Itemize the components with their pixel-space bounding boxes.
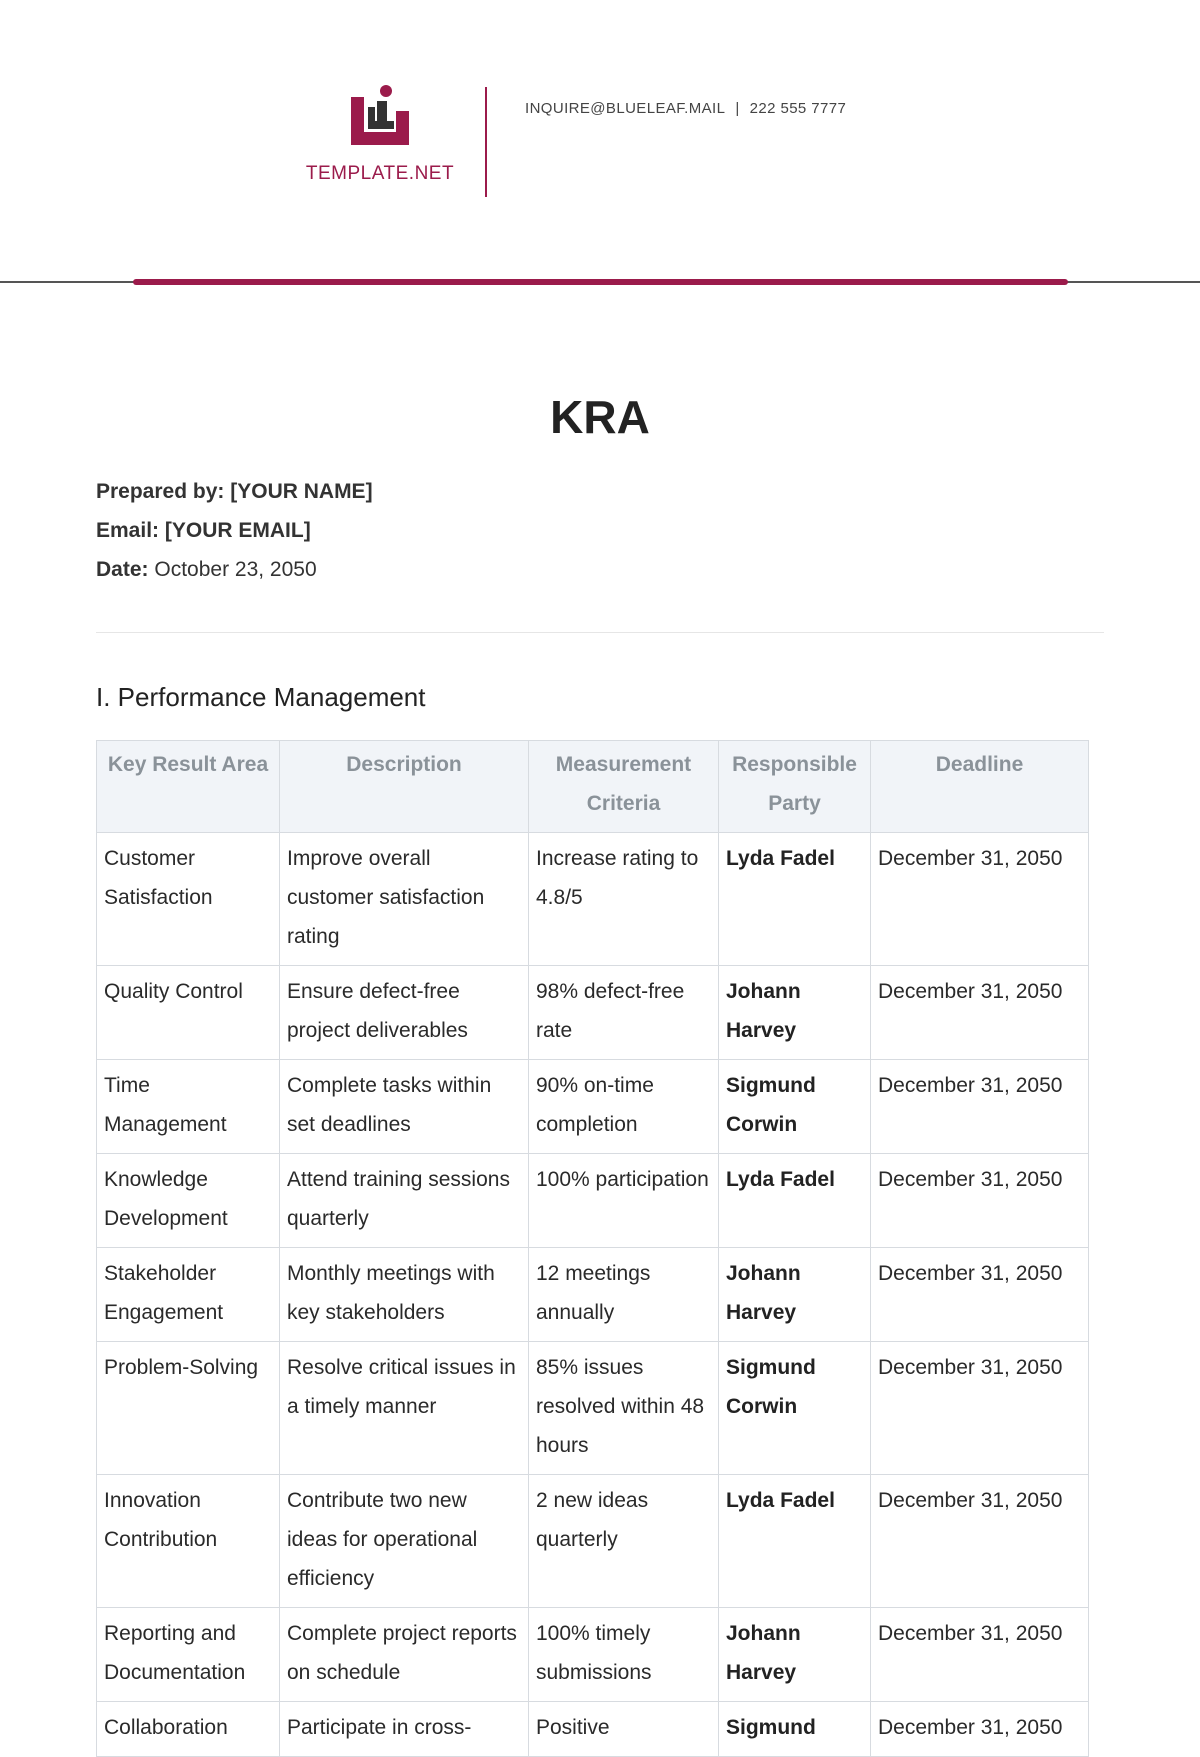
cell-measurement-criteria: 100% participation: [529, 1154, 719, 1248]
contact-separator: |: [735, 100, 740, 117]
cell-responsible-party: Sigmund: [719, 1702, 871, 1757]
table-row: [97, 1342, 1089, 1475]
cell-key-result-area: Collaboration: [97, 1702, 280, 1757]
document-meta: [96, 472, 373, 589]
contact-phone: 222 555 7777: [749, 100, 847, 117]
cell-responsible-party: Lyda Fadel: [719, 1475, 871, 1608]
cell-deadline: December 31, 2050: [871, 1608, 1089, 1702]
cell-deadline: December 31, 2050: [871, 1154, 1089, 1248]
table-header: [97, 741, 1089, 833]
document-header: [0, 0, 1200, 290]
prepared-by-label: Prepared by:: [96, 480, 225, 503]
cell-responsible-party: Lyda Fadel: [719, 1154, 871, 1248]
date-label: Date:: [96, 558, 149, 581]
cell-deadline: December 31, 2050: [871, 1342, 1089, 1475]
cell-measurement-criteria: 12 meetings annually: [529, 1248, 719, 1342]
table-row: [97, 1475, 1089, 1608]
cell-deadline: December 31, 2050: [871, 1248, 1089, 1342]
company-logo: [290, 85, 470, 185]
cell-key-result-area: Problem-Solving: [97, 1342, 280, 1475]
table-row: [97, 966, 1089, 1060]
table-row: [97, 1154, 1089, 1248]
cell-measurement-criteria: Increase rating to 4.8/5: [529, 833, 719, 966]
table-row: [97, 833, 1089, 966]
cell-description: Ensure defect-free project deliverables: [280, 966, 529, 1060]
cell-key-result-area: Knowledge Development: [97, 1154, 280, 1248]
cell-deadline: December 31, 2050: [871, 833, 1089, 966]
table-row: [97, 1248, 1089, 1342]
section-divider: [96, 632, 1104, 633]
email-label: Email:: [96, 519, 160, 542]
contact-info: [525, 100, 846, 117]
cell-responsible-party: Sigmund Corwin: [719, 1060, 871, 1154]
cell-description: Improve overall customer satisfaction rating: [280, 833, 529, 966]
header-divider: [485, 87, 487, 197]
cell-responsible-party: Sigmund Corwin: [719, 1342, 871, 1475]
logo-text: TEMPLATE.NET: [305, 163, 455, 184]
column-header-deadline: Deadline: [871, 741, 1089, 833]
cell-responsible-party: Johann Harvey: [719, 966, 871, 1060]
kra-table: [96, 740, 1089, 1757]
cell-key-result-area: Quality Control: [97, 966, 280, 1060]
section-title: I. Performance Management: [96, 682, 426, 712]
template-logo-icon: [347, 85, 413, 151]
cell-measurement-criteria: 98% defect-free rate: [529, 966, 719, 1060]
cell-deadline: December 31, 2050: [871, 1060, 1089, 1154]
cell-deadline: December 31, 2050: [871, 1475, 1089, 1608]
table-header-row: [97, 741, 1089, 833]
cell-measurement-criteria: 100% timely submissions: [529, 1608, 719, 1702]
cell-measurement-criteria: 85% issues resolved within 48 hours: [529, 1342, 719, 1475]
cell-key-result-area: Customer Satisfaction: [97, 833, 280, 966]
date-line: [96, 550, 373, 589]
table-row: [97, 1608, 1089, 1702]
prepared-by-value: [YOUR NAME]: [230, 480, 373, 503]
table-body: [97, 833, 1089, 1757]
date-value: October 23, 2050: [154, 558, 317, 581]
column-header-responsible-party: Responsible Party: [719, 741, 871, 833]
cell-key-result-area: Time Management: [97, 1060, 280, 1154]
cell-description: Complete project reports on schedule: [280, 1608, 529, 1702]
cell-description: Resolve critical issues in a timely manner: [280, 1342, 529, 1475]
cell-measurement-criteria: 90% on-time completion: [529, 1060, 719, 1154]
contact-email: INQUIRE@BLUELEAF.MAIL: [525, 100, 726, 117]
cell-responsible-party: Johann Harvey: [719, 1608, 871, 1702]
cell-deadline: December 31, 2050: [871, 1702, 1089, 1757]
header-accent-rule: [133, 279, 1068, 285]
email-value: [YOUR EMAIL]: [164, 519, 311, 542]
cell-description: Monthly meetings with key stakeholders: [280, 1248, 529, 1342]
cell-description: Complete tasks within set deadlines: [280, 1060, 529, 1154]
cell-deadline: December 31, 2050: [871, 966, 1089, 1060]
column-header-description: Description: [280, 741, 529, 833]
cell-key-result-area: Innovation Contribution: [97, 1475, 280, 1608]
cell-key-result-area: Reporting and Documentation: [97, 1608, 280, 1702]
column-header-key-result-area: Key Result Area: [97, 741, 280, 833]
cell-key-result-area: Stakeholder Engagement: [97, 1248, 280, 1342]
table-row: [97, 1702, 1089, 1757]
cell-responsible-party: Johann Harvey: [719, 1248, 871, 1342]
cell-description: Attend training sessions quarterly: [280, 1154, 529, 1248]
email-line: [96, 511, 373, 550]
document-title: KRA: [550, 391, 650, 443]
table-row: [97, 1060, 1089, 1154]
cell-measurement-criteria: 2 new ideas quarterly: [529, 1475, 719, 1608]
cell-description: Contribute two new ideas for operational efficiency: [280, 1475, 529, 1608]
cell-responsible-party: Lyda Fadel: [719, 833, 871, 966]
prepared-by-line: [96, 472, 373, 511]
cell-measurement-criteria: Positive: [529, 1702, 719, 1757]
column-header-measurement-criteria: Measurement Criteria: [529, 741, 719, 833]
cell-description: Participate in cross-: [280, 1702, 529, 1757]
